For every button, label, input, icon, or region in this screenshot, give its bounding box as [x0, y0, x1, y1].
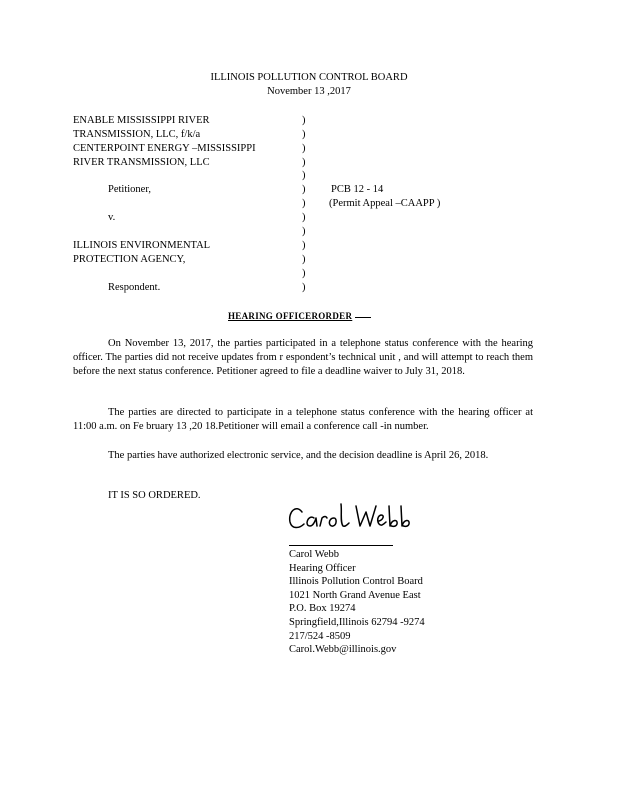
board-title: ILLINOIS POLLUTION CONTROL BOARD [210, 72, 408, 83]
address-city: Springfield,Illinois 62794 -9274 [289, 616, 425, 628]
caption-paren: ) [302, 254, 306, 265]
email-address[interactable]: Carol.Webb@illinois.gov [289, 644, 397, 656]
petitioner-line-4: RIVER TRANSMISSION, LLC [73, 157, 210, 168]
respondent-line-2: PROTECTION AGENCY, [73, 254, 186, 265]
caption-paren: ) [302, 268, 306, 279]
caption-paren: ) [302, 198, 306, 209]
signer-title: Hearing Officer [289, 562, 356, 574]
petitioner-label: Petitioner, [108, 184, 152, 195]
document-date: November 13 ,2017 [267, 86, 351, 97]
signature-rule [289, 545, 393, 546]
caption-paren: ) [302, 184, 306, 195]
paragraph-2: The parties are directed to participate in a telephone status conference with the hearing officer at 11:00 a.m. on Fe bruary 13 ,20 18.Petitioner will email a conference call -in number. [73, 407, 533, 432]
caption-paren: ) [302, 212, 306, 223]
petitioner-line-2: TRANSMISSION, LLC, f/k/a [73, 129, 201, 140]
caption-paren: ) [302, 282, 306, 293]
caption-paren: ) [302, 157, 306, 168]
caption-paren: ) [302, 170, 306, 181]
caption-paren: ) [302, 115, 306, 126]
paragraph-1: On November 13, 2017, the parties participated in a telephone status conference with the hearing officer. The parties did not receive updates from r espondent’s technical unit , and will attempt to reach them before the next status conference. Petitioner agreed to file a deadline waiver to July 31, 2018. [73, 338, 533, 377]
signer-name: Carol Webb [289, 549, 339, 560]
phone-number: 217/524 -8509 [289, 630, 351, 642]
order-title-text: HEARING OFFICERORDER [228, 311, 353, 321]
respondent-line-1: ILLINOIS ENVIRONMENTAL [73, 240, 211, 251]
petitioner-line-1: ENABLE MISSISSIPPI RIVER [73, 115, 210, 126]
closing-statement: IT IS SO ORDERED. [108, 490, 201, 501]
petitioner-line-3: CENTERPOINT ENERGY –MISSISSIPPI [73, 143, 256, 154]
versus-label: v. [108, 212, 116, 223]
caption-paren: ) [302, 129, 306, 140]
case-number: PCB 12 - 14 [331, 184, 384, 195]
respondent-label: Respondent. [108, 282, 161, 293]
signature-block [289, 548, 425, 657]
caption-paren: ) [302, 240, 306, 251]
paragraph-3: The parties have authorized electronic service, and the decision deadline is April 26, 2018. [108, 450, 489, 461]
address-street: 1021 North Grand Avenue East [289, 589, 421, 601]
title-underline-extension [355, 317, 371, 318]
order-title [228, 311, 371, 322]
caption-paren: ) [302, 143, 306, 154]
address-po-box: P.O. Box 19274 [289, 603, 356, 615]
signature-image [286, 498, 416, 538]
signer-organization: Illinois Pollution Control Board [289, 576, 423, 588]
caption-paren: ) [302, 226, 306, 237]
case-type: (Permit Appeal –CAAPP ) [329, 198, 441, 209]
